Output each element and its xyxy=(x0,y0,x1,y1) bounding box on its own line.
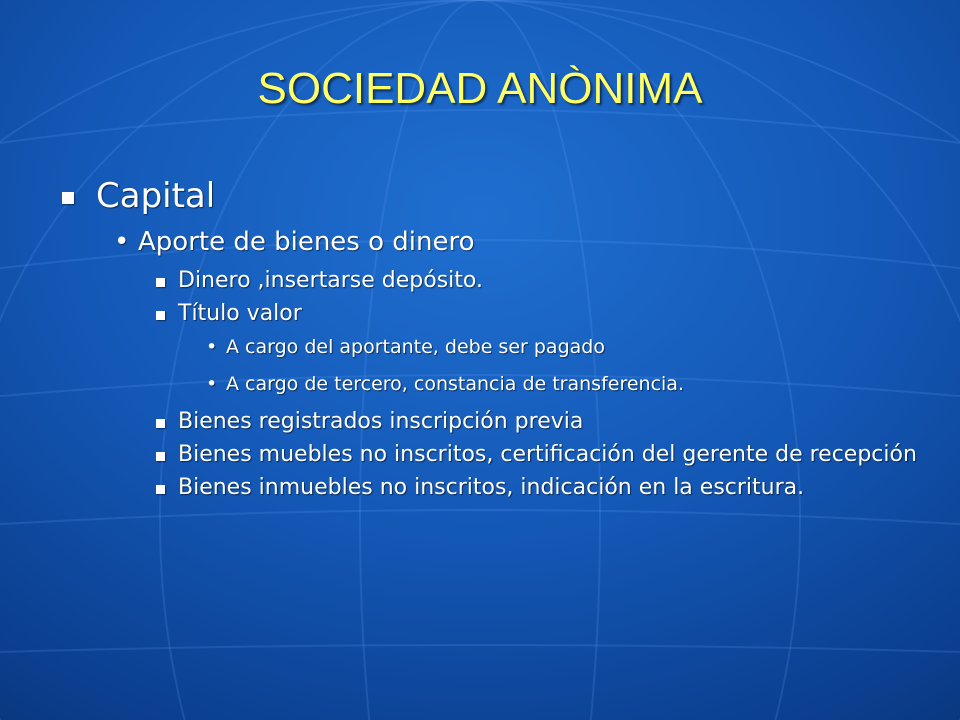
bullet-muebles xyxy=(60,442,940,468)
bullet-text: A cargo del aportante, debe ser pagado xyxy=(226,336,605,358)
bullet-cargo-aportante xyxy=(60,335,940,359)
bullet-text: Bienes inmuebles no inscritos, indicación en la escritura. xyxy=(178,475,805,500)
bullet-inmuebles xyxy=(60,475,940,501)
square-bullet-icon xyxy=(62,192,74,204)
square-bullet-icon xyxy=(156,311,165,320)
square-bullet-icon xyxy=(156,419,165,428)
dot-bullet-icon: • xyxy=(206,336,218,358)
bullet-registrados xyxy=(60,409,940,435)
bullet-text: A cargo de tercero, constancia de transferencia. xyxy=(226,373,684,395)
square-bullet-icon xyxy=(156,278,165,287)
bullet-aporte xyxy=(60,220,940,264)
bullet-text: Aporte de bienes o dinero xyxy=(138,227,475,257)
bullet-text: Dinero ,insertarse depósito. xyxy=(178,268,483,293)
slide-body xyxy=(60,172,940,508)
square-bullet-icon xyxy=(156,485,165,494)
square-bullet-icon xyxy=(156,452,165,461)
bullet-text: Título valor xyxy=(178,301,302,326)
bullet-capital xyxy=(60,172,940,220)
bullet-titulo xyxy=(60,301,940,327)
dot-bullet-icon: • xyxy=(114,227,130,257)
bullet-text: Bienes muebles no inscritos, certificación del gerente de recepción xyxy=(178,442,917,467)
dot-bullet-icon: • xyxy=(206,373,218,395)
bullet-cargo-tercero xyxy=(60,372,940,396)
bullet-text: Bienes registrados inscripción previa xyxy=(178,409,584,434)
slide-title: SOCIEDAD ANÒNIMA xyxy=(257,64,703,113)
bullet-dinero xyxy=(60,268,940,294)
bullet-text: Capital xyxy=(96,176,216,216)
